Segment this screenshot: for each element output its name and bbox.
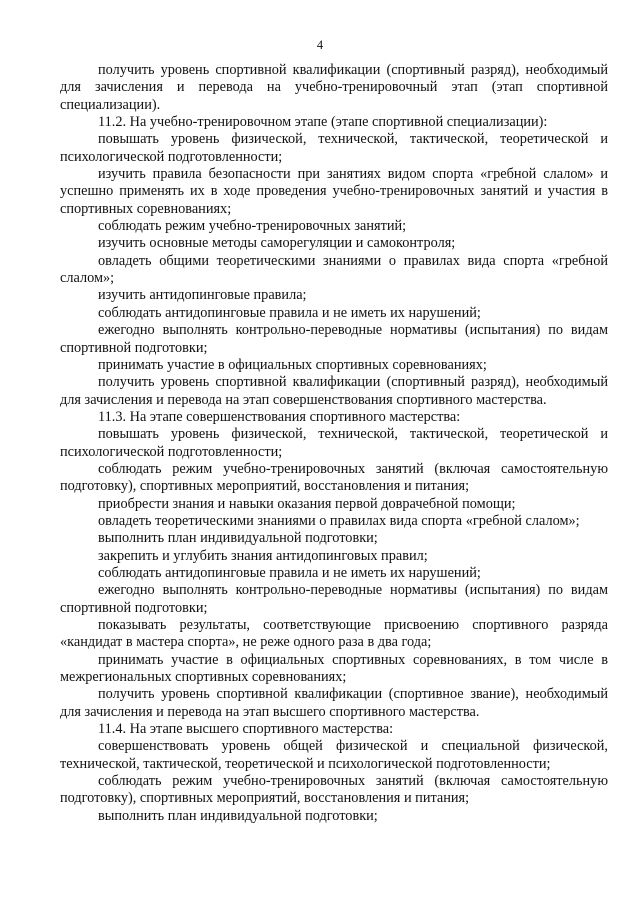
paragraph: изучить антидопинговые правила; [98,287,307,304]
paragraph: повышать уровень физической, технической, тактической, теоретической и психологической подготовленности; [60,426,608,460]
paragraph: повышать уровень физической, технической, тактической, теоретической и психологической подготовленности; [60,131,608,165]
paragraph: соблюдать режим учебно-тренировочных занятий (включая самостоятельную подготовку), спортивных мероприятий, восстановления и питания; [60,773,608,807]
paragraph: соблюдать антидопинговые правила и не иметь их нарушений; [98,304,481,321]
paragraph: совершенствовать уровень общей физической и специальной физической, технической, тактической, теоретической и психологической подготовленности; [60,738,608,772]
paragraph: изучить правила безопасности при занятиях видом спорта «гребной слалом» и успешно применять их в ходе проведения учебно-тренировочных занятий и участия в спортивных соревнованиях; [60,166,608,217]
section-heading: 11.4. На этапе высшего спортивного мастерства: [98,721,394,738]
paragraph: выполнить план индивидуальной подготовки; [98,807,378,824]
paragraph: соблюдать режим учебно-тренировочных занятий; [98,218,407,235]
paragraph: изучить основные методы саморегуляции и самоконтроля; [98,235,456,252]
paragraph: овладеть общими теоретическими знаниями о правилах вида спорта «гребной слалом»; [60,252,608,287]
paragraph: овладеть теоретическими знаниями о правилах вида спорта «гребной слалом»; [98,512,580,529]
document-body [60,62,608,825]
paragraph: получить уровень спортивной квалификации (спортивное звание), необходимый для зачисления и перевода на этап высшего спортивного мастерства. [60,686,608,720]
paragraph: соблюдать режим учебно-тренировочных занятий (включая самостоятельную подготовку), спортивных мероприятий, восстановления и питания; [60,460,608,495]
paragraph: получить уровень спортивной квалификации (спортивный разряд), необходимый для зачисления и перевода на учебно-тренировочный этап (этап спортивной специализации). [60,62,608,113]
section-heading: 11.2. На учебно-тренировочном этапе (этапе спортивной специализации): [98,114,548,131]
page-number: 4 [316,38,324,52]
paragraph: закрепить и углубить знания антидопинговых правил; [98,547,428,564]
paragraph: принимать участие в официальных спортивных соревнованиях; [98,356,487,373]
paragraph: получить уровень спортивной квалификации (спортивный разряд), необходимый для зачисления и перевода на этап совершенствования спортивного мастерства. [60,374,608,408]
paragraph: приобрести знания и навыки оказания первой доврачебной помощи; [98,495,516,512]
paragraph: ежегодно выполнять контрольно-переводные нормативы (испытания) по видам спортивной подготовки; [60,582,608,616]
paragraph: выполнить план индивидуальной подготовки; [98,530,378,547]
paragraph: соблюдать антидопинговые правила и не иметь их нарушений; [98,564,481,581]
paragraph: принимать участие в официальных спортивных соревнованиях, в том числе в межрегиональных спортивных соревнованиях; [60,651,608,686]
paragraph: показывать результаты, соответствующие присвоению спортивного разряда «кандидат в мастера спорта», не реже одного раза в два года; [60,617,608,651]
section-heading: 11.3. На этапе совершенствования спортивного мастерства: [98,408,461,425]
paragraph: ежегодно выполнять контрольно-переводные нормативы (испытания) по видам спортивной подготовки; [60,322,608,356]
